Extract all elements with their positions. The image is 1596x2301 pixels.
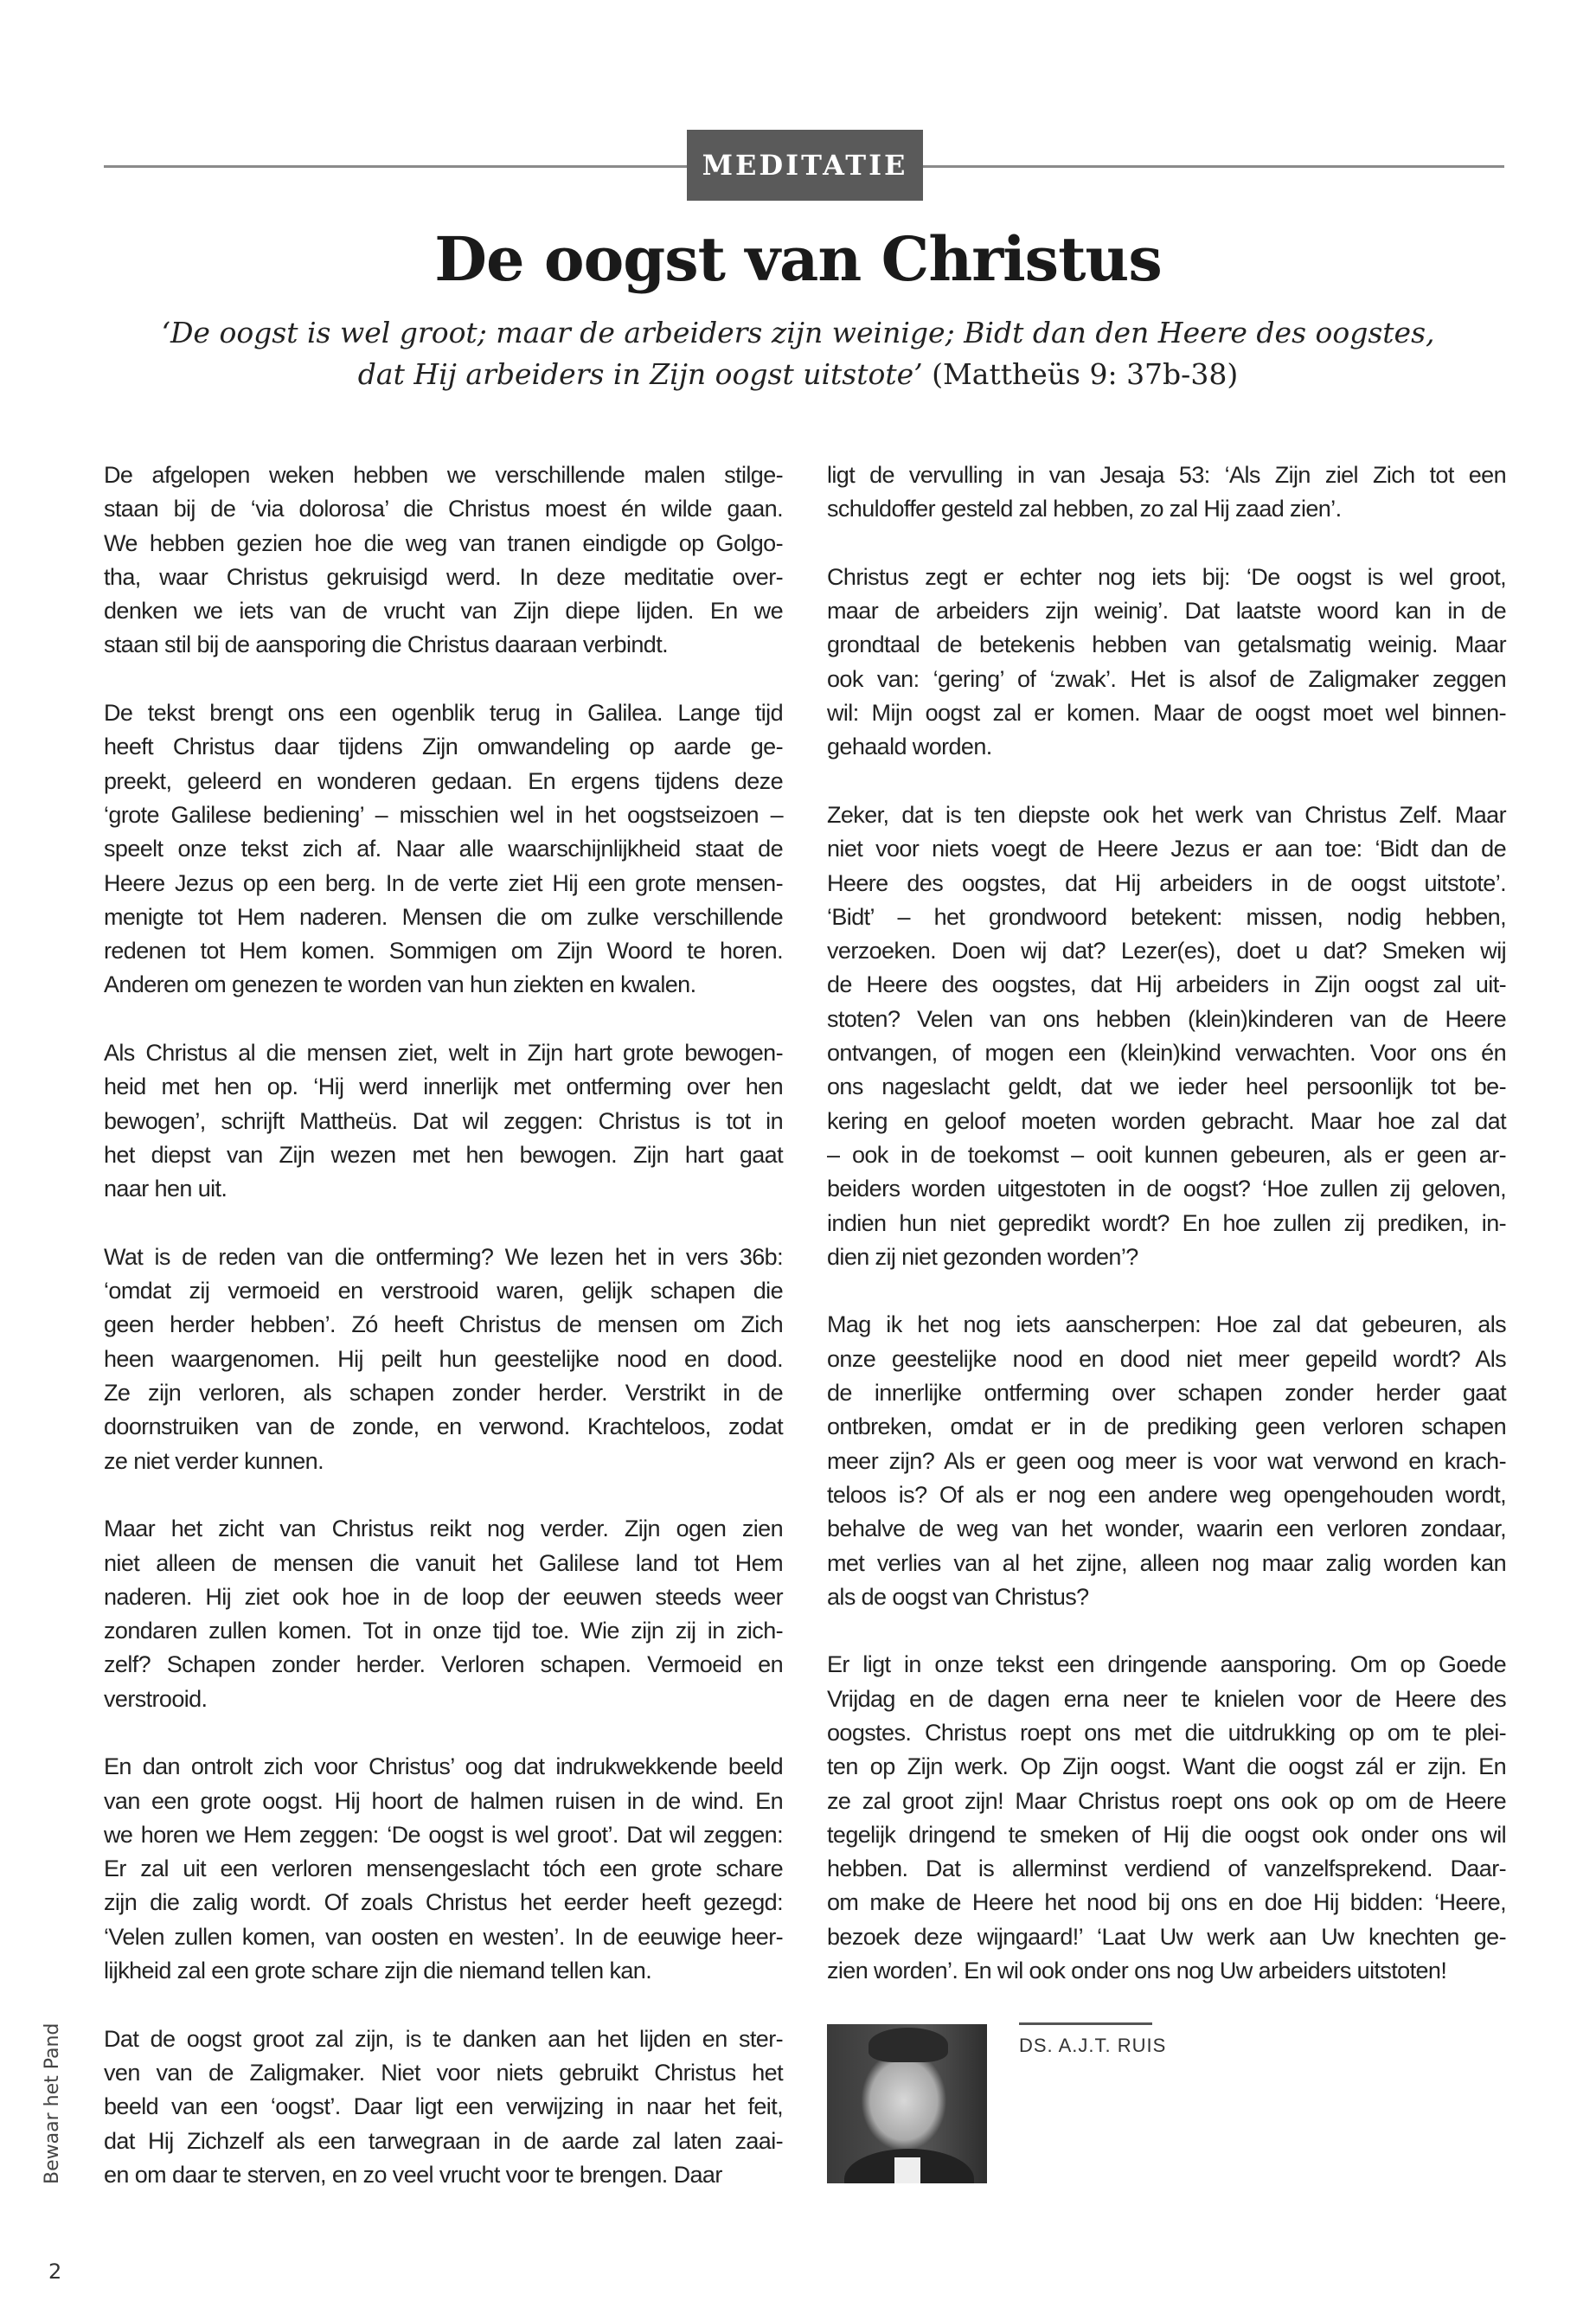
left-column [104,458,783,2226]
bible-reference: (Mattheüs 9: 37b-38) [932,357,1239,391]
text-line: zien worden’. En wil ook onder ons nog Uw arbeiders uitstoten! [827,1958,1447,1984]
header-rule-left [104,165,687,168]
text-line: verzoeken. Doen wij dat? Lezer(es), doet u dat? Smeken wij [827,938,1506,965]
paragraph [104,1750,783,1988]
text-line: het diepst van Zijn wezen met hen bewogen. Zijn hart gaat [104,1141,783,1168]
author-photo [827,2024,987,2183]
text-line: ‘Velen zullen komen, van oosten en westen’. In de eeuwige heer- [104,1923,783,1950]
text-line: Mag ik het nog iets aanscherpen: Hoe zal dat gebeuren, als [827,1311,1506,1338]
text-line: De afgelopen weken hebben we verschillende malen stilge- [104,462,783,488]
text-line: ligt de vervulling in van Jesaja 53: ‘Als Zijn ziel Zich tot een [827,462,1506,488]
subtitle-line-2 [0,357,1596,391]
text-line: zelf? Schapen zonder herder. Verloren schapen. Vermoeid en [104,1651,783,1678]
text-line: ontbreken, omdat er in de prediking geen verloren schapen [827,1413,1506,1440]
section-badge: MEDITATIE [687,130,923,201]
text-line: Wat is de reden van die ontferming? We lezen het in vers 36b: [104,1243,783,1270]
photo-hair [869,2028,948,2062]
text-line: Als Christus al die mensen ziet, welt in Zijn hart grote bewogen- [104,1040,783,1067]
text-line: dien zij niet gezonden worden’? [827,1243,1138,1270]
text-line: heeft Christus daar tijdens Zijn omwandeling op aarde ge- [104,734,783,760]
author-name: DS. A.J.T. RUIS [1019,2035,1167,2056]
photo-collar [894,2157,920,2183]
bible-quote-2: dat Hij arbeiders in Zijn oogst uitstote’ [357,357,923,391]
magazine-name: Bewaar het Pand [42,2022,63,2184]
text-line: menigte tot Hem naderen. Mensen die om zulke verschillende [104,903,783,930]
text-line: behalve de weg van het wonder, waarin een verloren zondaar, [827,1516,1506,1542]
text-line: de innerlijke ontferming over schapen zonder herder gaat [827,1380,1506,1407]
text-line: Anderen om genezen te worden van hun ziekten en kwalen. [104,971,696,998]
author-rule [1019,2022,1152,2025]
text-line: ‘grote Galilese bediening’ – misschien wel in het oogstseizoen – [104,801,783,828]
text-line: bewogen’, schrijft Mattheüs. Dat wil zeggen: Christus is tot in [104,1107,783,1134]
subtitle-line-1 [0,316,1596,349]
header-rule-right [923,165,1504,168]
text-line: staan stil bij de aansporing die Christus daaraan verbindt. [104,631,669,658]
text-line: niet voor niets voegt de Heere Jezus er aan toe: ‘Bidt dan de [827,836,1506,862]
paragraph [827,798,1506,1274]
text-line: doornstruiken van de zonde, en verwond. Krachteloos, zodat [104,1413,783,1440]
text-line: Dat de oogst groot zal zijn, is te danken aan het lijden en ster- [104,2025,783,2052]
text-line: teloos is? Of als er nog een andere weg opengehouden wordt, [827,1481,1506,1508]
bible-quote-1: ‘De oogst is wel groot; maar de arbeiders zijn weinige; Bidt dan den Heere des oogstes, [161,316,1435,349]
text-line: indien hun niet gepredikt wordt? En hoe zullen zij prediken, in- [827,1209,1506,1236]
text-line: redenen tot Hem komen. Sommigen om Zijn Woord te horen. [104,938,783,965]
text-line: maar de arbeiders zijn weinig’. Dat laatste woord kan in de [827,598,1506,625]
paragraph [104,1512,783,1716]
text-line: dat Hij Zichzelf als een tarwegraan in de aarde zal laten zaai- [104,2127,783,2154]
text-line: speelt onze tekst zich af. Naar alle waarschijnlijkheid staat de [104,836,783,862]
text-line: verstrooid. [104,1685,208,1712]
text-line: naar hen uit. [104,1176,228,1202]
text-line: heid met hen op. ‘Hij werd innerlijk met ontferming over hen [104,1074,783,1100]
paragraph [104,1240,783,1478]
text-line: ze niet verder kunnen. [104,1447,324,1474]
text-line: zondaren zullen komen. Tot in onze tijd toe. Wie zijn zij in zich- [104,1618,783,1644]
text-line: beiders worden uitgestoten in de oogst? ‘Hoe zullen zij geloven, [827,1176,1506,1202]
text-line: met verlies van al het zijne, alleen nog maar zalig worden kan [827,1549,1506,1576]
right-column [827,458,1506,2022]
text-line: naderen. Hij ziet ook hoe in de loop der eeuwen steeds weer [104,1583,783,1610]
text-line: Vrijdag en de dagen erna neer te knielen voor de Heere des [827,1685,1506,1712]
text-line: we horen we Hem zeggen: ‘De oogst is wel groot’. Dat wil zeggen: [104,1821,783,1848]
paragraph [104,2022,783,2192]
text-line: grondtaal de betekenis hebben van getalsmatig weinig. Maar [827,631,1506,658]
text-line: gehaald worden. [827,734,992,760]
paragraph [104,1036,783,1206]
text-line: geen herder hebben’. Zó heeft Christus de mensen om Zich [104,1311,783,1338]
text-line: ook van: ‘gering’ of ‘zwak’. Het is alsof de Zaligmaker zeggen [827,665,1506,692]
text-line: – ook in de toekomst – ooit kunnen gebeuren, als er geen ar- [827,1141,1506,1168]
text-line: Heere Jezus op een berg. In de verte ziet Hij een grote mensen- [104,869,783,896]
text-line: kering en geloof moeten worden gebracht. Maar hoe zal dat [827,1107,1506,1134]
text-line: ze zal groot zijn! Maar Christus roept ons ook op om de Heere [827,1787,1506,1814]
text-line: bezoek deze wijngaard!’ ‘Laat Uw werk aan Uw knechten ge- [827,1923,1506,1950]
text-line: niet alleen de mensen die vanuit het Galilese land tot Hem [104,1549,783,1576]
article-title: De oogst van Christus [434,223,1162,295]
text-line: We hebben gezien hoe die weg van tranen eindigde op Golgo- [104,529,783,556]
page-number: 2 [48,2259,62,2284]
text-line: Ze zijn verloren, als schapen zonder herder. Verstrikt in de [104,1380,783,1407]
text-line: De tekst brengt ons een ogenblik terug in Galilea. Lange tijd [104,700,783,727]
text-line: schuldoffer gesteld zal hebben, zo zal Hij zaad zien’. [827,496,1342,522]
text-line: Maar het zicht van Christus reikt nog verder. Zijn ogen zien [104,1516,783,1542]
text-line: ons nageslacht geldt, dat we ieder heel persoonlijk tot be- [827,1074,1506,1100]
text-line: als de oogst van Christus? [827,1583,1089,1610]
text-line: tegelijk dringend te smeken of Hij die oogst ook onder ons wil [827,1821,1506,1848]
text-line: ontvangen, of mogen een (klein)kind verwachten. Voor ons én [827,1040,1506,1067]
text-line: staan bij de ‘via dolorosa’ die Christus moest én wilde gaan. [104,496,783,522]
text-line: ‘omdat zij vermoeid en verstrooid waren, gelijk schapen die [104,1278,783,1304]
text-line: Er ligt in onze tekst een dringende aansporing. Om op Goede [827,1651,1506,1678]
text-line: tha, waar Christus gekruisigd werd. In deze meditatie over- [104,563,783,590]
text-line: van een grote oogst. Hij hoort de halmen ruisen in de wind. En [104,1787,783,1814]
text-line: denken we iets van de vrucht van Zijn diepe lijden. En we [104,598,783,625]
text-line: lijkheid zal een grote schare zijn die niemand tellen kan. [104,1958,652,1984]
text-line: de Heere des oogstes, dat Hij arbeiders in Zijn oogst zal uit- [827,971,1506,998]
text-line: onze geestelijke nood en dood niet meer gepeild wordt? Als [827,1345,1506,1372]
paragraph [827,458,1506,527]
text-line: heen waargenomen. Hij peilt hun geestelijke nood en dood. [104,1345,783,1372]
text-line: om make de Heere het nood bij ons en doe Hij bidden: ‘Heere, [827,1889,1506,1916]
text-line: En dan ontrolt zich voor Christus’ oog dat indrukwekkende beeld [104,1753,783,1780]
text-line: oogstes. Christus roept ons met die uitdrukking op om te plei- [827,1719,1506,1746]
text-line: stoten? Velen van ons hebben (klein)kinderen van de Heere [827,1005,1506,1032]
text-line: Christus zegt er echter nog iets bij: ‘De oogst is wel groot, [827,563,1506,590]
paragraph [104,458,783,663]
text-line: wil: Mijn oogst zal er komen. Maar de oogst moet wel binnen- [827,700,1506,727]
paragraph [827,561,1506,765]
text-line: en om daar te sterven, en zo veel vrucht voor te brengen. Daar [104,2161,722,2188]
text-line: zijn die zalig wordt. Of zoals Christus het eerder heeft gezegd: [104,1889,783,1916]
paragraph [827,1308,1506,1614]
text-line: ‘Bidt’ – het grondwoord betekent: missen, nodig hebben, [827,903,1506,930]
paragraph [104,696,783,1003]
text-line: ven van de Zaligmaker. Niet voor niets gebruikt Christus het [104,2059,783,2086]
text-line: meer zijn? Als er geen oog meer is voor wat verwond en krach- [827,1447,1506,1474]
text-line: beeld van een ‘oogst’. Daar ligt een verwijzing in naar het feit, [104,2093,783,2120]
paragraph [827,1648,1506,1988]
text-line: hebben. Dat is allerminst verdiend of vanzelfsprekend. Daar- [827,1856,1506,1882]
text-line: Zeker, dat is ten diepste ook het werk van Christus Zelf. Maar [827,801,1506,828]
text-line: Er zal uit een verloren mensengeslacht tóch een grote schare [104,1856,783,1882]
text-line: Heere des oogstes, dat Hij arbeiders in de oogst uitstote’. [827,869,1506,896]
text-line: ten op Zijn werk. Op Zijn oogst. Want die oogst zál er zijn. En [827,1753,1506,1780]
text-line: preekt, geleerd en wonderen gedaan. En ergens tijdens deze [104,767,783,794]
